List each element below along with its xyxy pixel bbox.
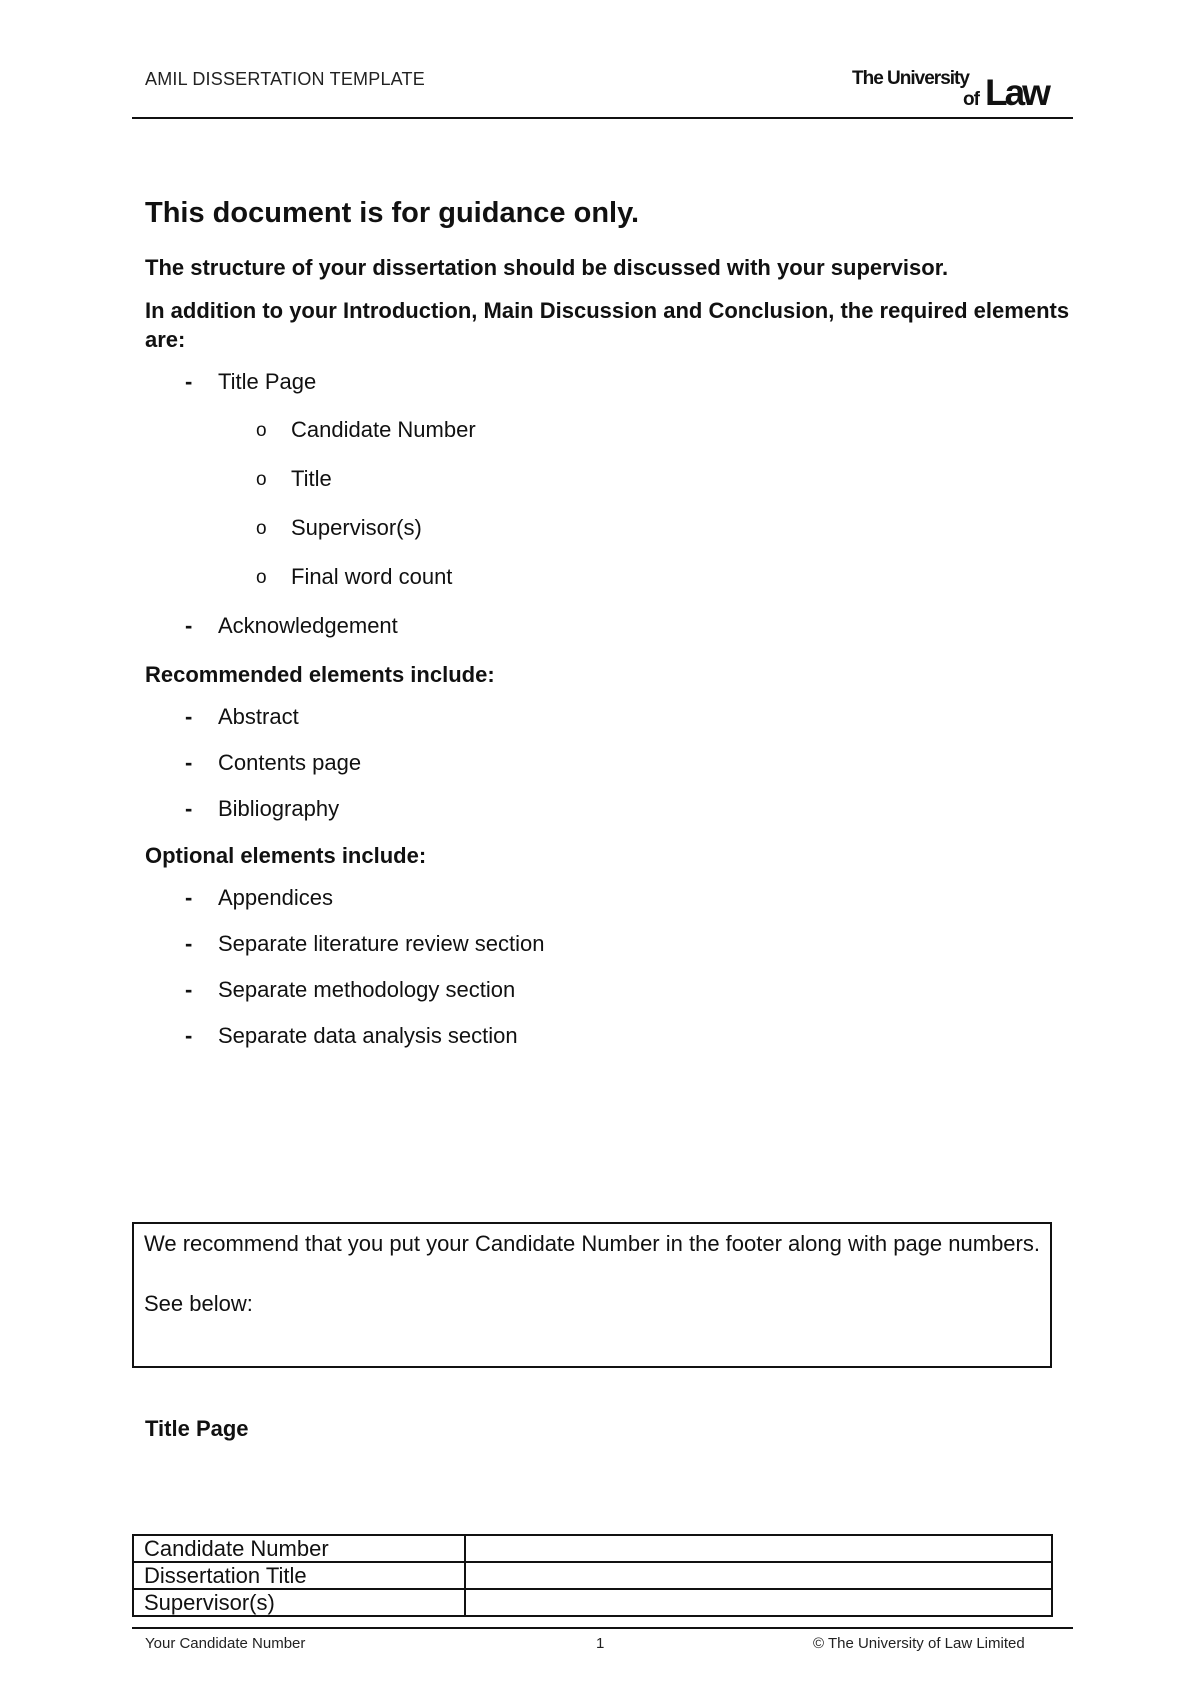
note-line-2: See below: [144,1291,253,1316]
list-item-label: Separate data analysis section [218,1023,518,1048]
sub-list-item [145,563,1075,591]
sub-list-item-label: Candidate Number [291,417,476,442]
circle-marker: o [256,518,267,539]
note-line-1: We recommend that you put your Candidate Number in the footer along with page numbers. [144,1231,1040,1256]
circle-marker: o [256,567,267,588]
list-item-label: Abstract [218,704,299,729]
dash-marker: - [185,704,193,729]
sub-list-item [145,514,1075,542]
table-cell-label: Candidate Number [133,1535,465,1562]
list-item [145,1022,1075,1050]
table-cell-value[interactable] [465,1535,1052,1562]
footer-rule [132,1627,1073,1629]
list-item-label: Separate methodology section [218,977,516,1002]
table-cell-label: Dissertation Title [133,1562,465,1589]
dash-marker: - [185,369,193,394]
list-item [145,884,1075,912]
footer-page-number: 1 [596,1635,605,1652]
optional-list [145,884,1075,1050]
dash-marker: - [185,613,193,638]
list-item [145,612,1075,640]
document-body [145,196,1075,1068]
list-item [145,976,1075,1004]
sub-list-item [145,416,1075,444]
title-page-table [132,1534,1053,1617]
dash-marker: - [185,931,193,956]
logo-word: Law [985,72,1048,112]
required-elements-list [145,368,1075,640]
table-row [133,1562,1052,1589]
logo-line1: The University [852,68,969,89]
list-item [145,930,1075,958]
recommendation-note-box [132,1222,1052,1368]
list-item-label: Separate literature review section [218,931,545,956]
sub-list-item-label: Title [291,466,332,491]
circle-marker: o [256,469,267,490]
footer-candidate-number: Your Candidate Number [145,1635,306,1652]
dash-marker: - [185,1023,193,1048]
optional-heading: Optional elements include: [145,843,427,868]
table-cell-value[interactable] [465,1562,1052,1589]
sub-list-item-label: Supervisor(s) [291,515,422,540]
required-elements-intro: In addition to your Introduction, Main Discussion and Conclusion, the required elements are: [145,298,1070,352]
header-title: AMIL DISSERTATION TEMPLATE [145,69,425,89]
list-item [145,795,1075,823]
list-item [145,368,1075,396]
dash-marker: - [185,796,193,821]
dash-marker: - [185,750,193,775]
title-page-heading: Title Page [145,1416,249,1441]
table-row [133,1589,1052,1616]
dash-marker: - [185,977,193,1002]
list-item-label: Title Page [218,369,317,394]
recommended-heading: Recommended elements include: [145,662,495,687]
list-item-label: Acknowledgement [218,613,398,638]
table-cell-label: Supervisor(s) [133,1589,465,1616]
circle-marker: o [256,420,267,441]
list-item [145,703,1075,731]
table-cell-value[interactable] [465,1589,1052,1616]
list-item-label: Bibliography [218,796,340,821]
list-item-label: Contents page [218,750,362,775]
header-rule [132,117,1073,119]
recommended-list [145,703,1075,823]
dash-marker: - [185,885,193,910]
structure-note: The structure of your dissertation should be discussed with your supervisor. [145,255,949,280]
sub-list-item [145,465,1075,493]
document-title: This document is for guidance only. [145,197,640,229]
sub-list-item-label: Final word count [291,564,453,589]
university-of-law-logo [852,66,1060,112]
list-item-label: Appendices [218,885,333,910]
logo-line2: of [963,89,979,110]
footer-copyright: © The University of Law Limited [813,1635,1025,1652]
list-item [145,749,1075,777]
table-row [133,1535,1052,1562]
